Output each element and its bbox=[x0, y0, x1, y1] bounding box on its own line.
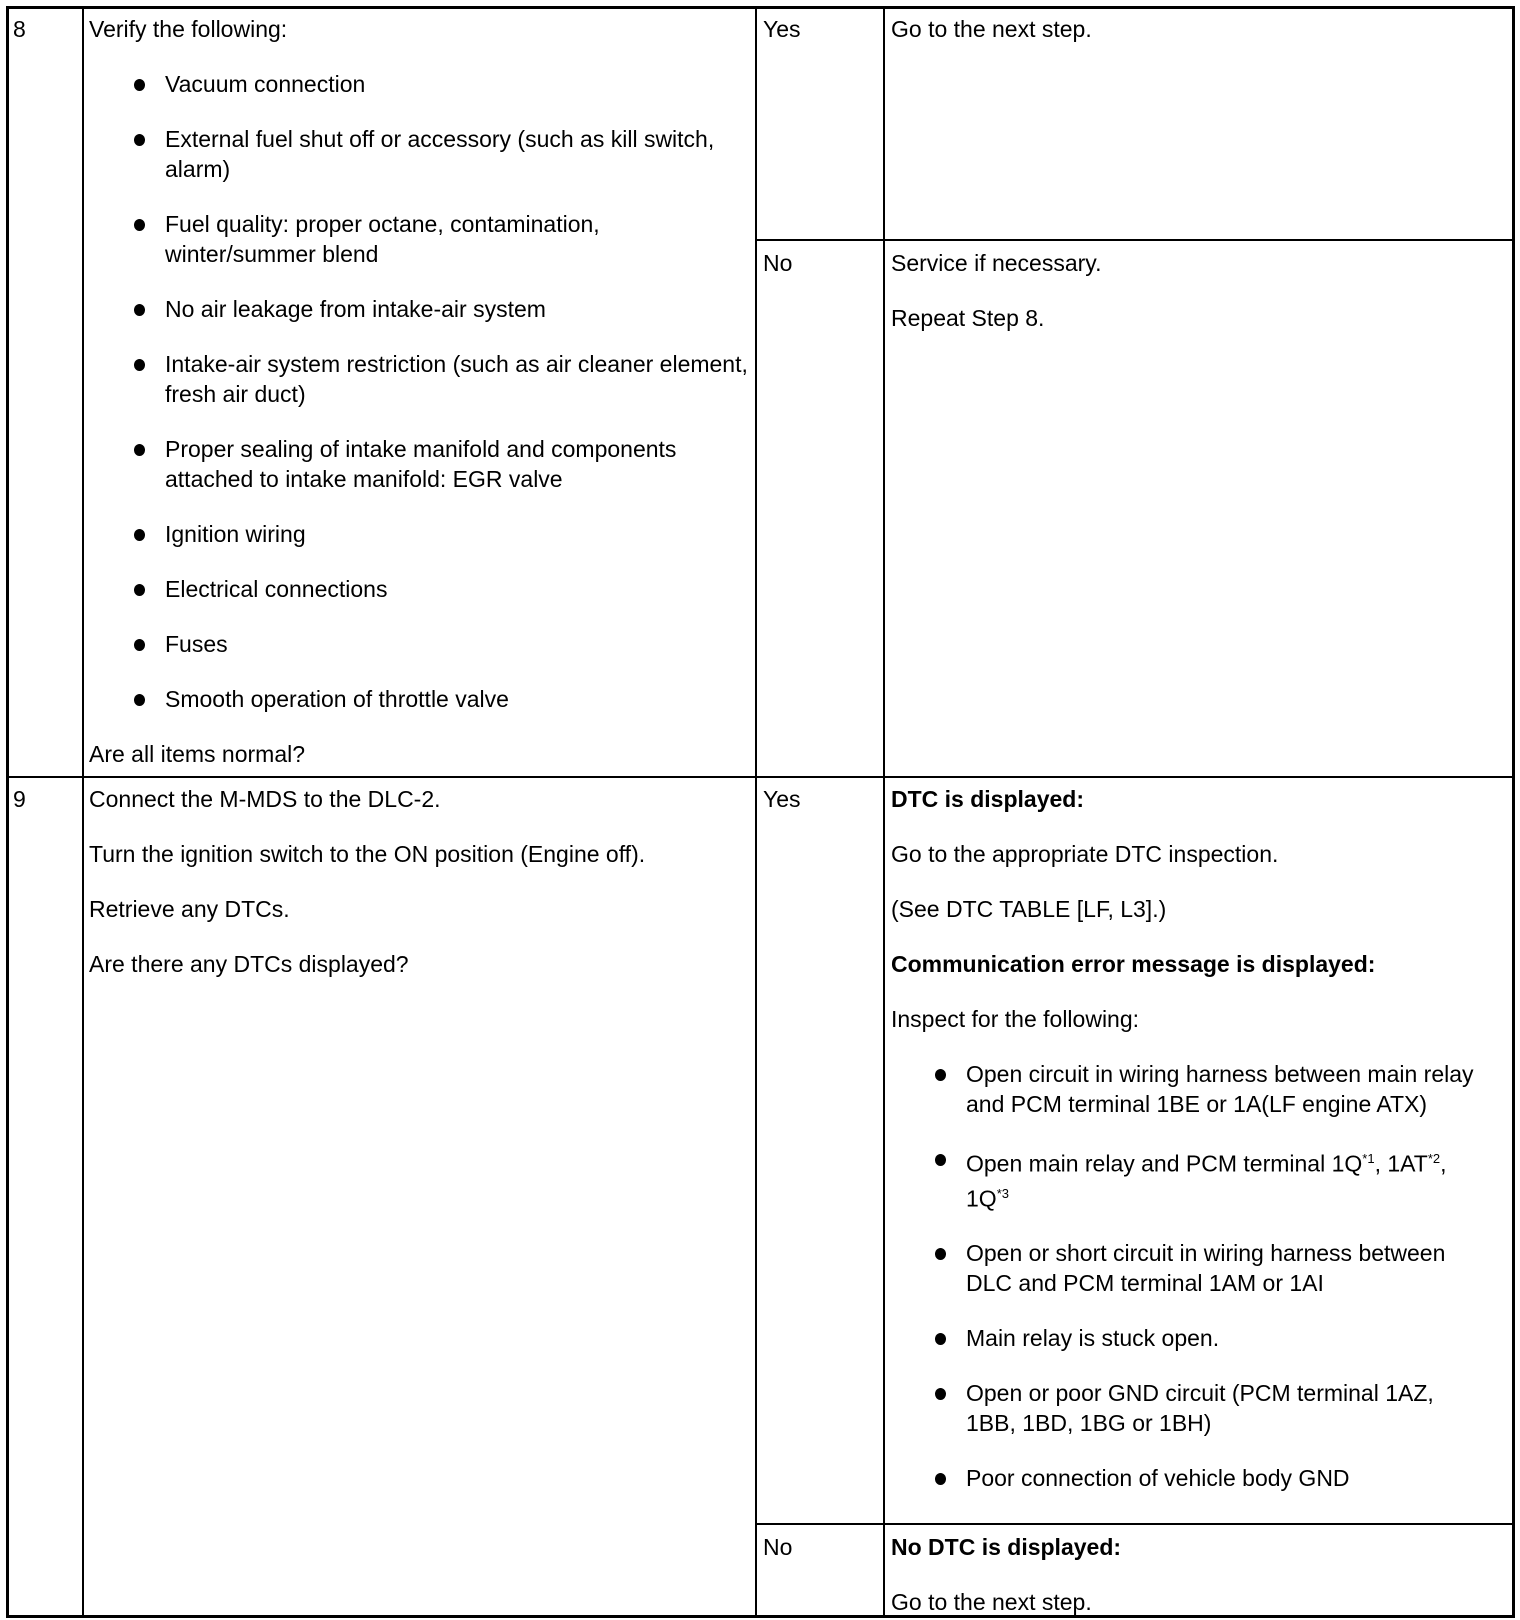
bullet-icon bbox=[134, 304, 145, 316]
no-action: Service if necessary. bbox=[891, 250, 1102, 276]
bullet-icon bbox=[935, 1388, 946, 1400]
list-item bbox=[165, 349, 749, 409]
bullet-icon bbox=[134, 444, 145, 456]
bullet-icon bbox=[935, 1154, 946, 1166]
check-list bbox=[89, 69, 749, 714]
list-item bbox=[165, 519, 749, 549]
border-right bbox=[1512, 6, 1515, 1618]
item-text: Ignition wiring bbox=[165, 521, 306, 547]
text: Go to the appropriate DTC inspection. bbox=[891, 841, 1279, 867]
no-label: No bbox=[763, 250, 793, 276]
yes-no-divider bbox=[755, 1523, 1515, 1525]
heading: No DTC is displayed: bbox=[891, 1534, 1122, 1560]
list-item bbox=[165, 69, 749, 99]
item-text: Smooth operation of throttle valve bbox=[165, 686, 509, 712]
item-text: Electrical connections bbox=[165, 576, 388, 602]
bullet-icon bbox=[935, 1248, 946, 1260]
step-8-procedure bbox=[83, 14, 755, 794]
item-text: Proper sealing of intake manifold and components attached to intake manifold: EGR valve bbox=[165, 436, 677, 492]
footnote-mark: *3 bbox=[996, 1185, 1009, 1201]
list-item bbox=[165, 574, 749, 604]
reference-text: (See DTC TABLE [LF, L3].) bbox=[891, 896, 1167, 922]
border-top bbox=[6, 6, 1515, 9]
action: Retrieve any DTCs. bbox=[89, 896, 290, 922]
bullet-icon bbox=[935, 1473, 946, 1485]
list-item bbox=[966, 1323, 1486, 1353]
bullet-icon bbox=[134, 639, 145, 651]
list-item bbox=[165, 629, 749, 659]
action: Connect the M-MDS to the DLC-2. bbox=[89, 786, 441, 812]
list-item bbox=[966, 1463, 1486, 1493]
text: Go to the next step. bbox=[891, 1589, 1092, 1615]
item-text: Vacuum connection bbox=[165, 71, 366, 97]
bullet-icon bbox=[935, 1333, 946, 1345]
bullet-icon bbox=[134, 134, 145, 146]
step-9-procedure bbox=[83, 784, 755, 1004]
no-label: No bbox=[763, 1534, 793, 1560]
item-text: Intake-air system restriction (such as air cleaner element, fresh air duct) bbox=[165, 351, 748, 407]
item-text: Main relay is stuck open. bbox=[966, 1325, 1220, 1352]
bullet-icon bbox=[134, 359, 145, 371]
question: Are there any DTCs displayed? bbox=[89, 951, 409, 977]
list-item bbox=[165, 684, 749, 714]
bullet-icon bbox=[134, 79, 145, 91]
question: Are all items normal? bbox=[89, 741, 306, 767]
footnote-mark: *2 bbox=[1427, 1151, 1441, 1166]
yes-action: Go to the next step. bbox=[891, 16, 1092, 42]
list-item bbox=[165, 434, 749, 494]
yes-no-divider bbox=[755, 239, 1515, 241]
list-item bbox=[966, 1059, 1486, 1119]
heading: DTC is displayed: bbox=[891, 786, 1084, 812]
item-text: , 1Q bbox=[966, 1150, 1447, 1212]
item-text: External fuel shut off or accessory (such as kill switch, alarm) bbox=[165, 126, 715, 182]
no-actions bbox=[885, 248, 1512, 358]
item-text: No air leakage from intake-air system bbox=[165, 296, 546, 322]
item-text: Open or poor GND circuit (PCM terminal 1AZ, 1BB, 1BD, 1BG or 1BH) bbox=[966, 1380, 1434, 1437]
bullet-icon bbox=[134, 219, 145, 231]
item-text: Poor connection of vehicle body GND bbox=[966, 1465, 1350, 1492]
bullet-icon bbox=[134, 584, 145, 596]
no-result bbox=[885, 1532, 1512, 1620]
yes-label: Yes bbox=[763, 16, 801, 42]
list-item bbox=[165, 124, 749, 184]
footnote-mark: *1 bbox=[1362, 1151, 1375, 1166]
item-text: Open or short circuit in wiring harness between DLC and PCM terminal 1AM or 1AI bbox=[966, 1240, 1446, 1297]
list-item bbox=[165, 294, 749, 324]
bullet-icon bbox=[134, 694, 145, 706]
inspect-list bbox=[891, 1059, 1506, 1493]
item-text: Fuel quality: proper octane, contamination, winter/summer blend bbox=[165, 211, 600, 267]
item-text: Open main relay and PCM terminal 1Q bbox=[966, 1150, 1363, 1177]
bullet-icon bbox=[134, 529, 145, 541]
step-number: 9 bbox=[13, 786, 26, 812]
list-item bbox=[966, 1238, 1486, 1298]
step-number: 8 bbox=[13, 16, 26, 42]
text: Inspect for the following: bbox=[891, 1006, 1140, 1032]
list-item bbox=[165, 209, 749, 269]
action: Turn the ignition switch to the ON position (Engine off). bbox=[89, 841, 646, 867]
heading: Communication error message is displayed: bbox=[891, 951, 1376, 977]
item-text: Open circuit in wiring harness between main relay and PCM terminal 1BE or 1A(LF engine ATX) bbox=[966, 1061, 1474, 1117]
list-item bbox=[966, 1144, 1486, 1213]
yes-result bbox=[885, 784, 1512, 1518]
item-text: Fuses bbox=[165, 631, 228, 657]
bullet-icon bbox=[935, 1069, 946, 1081]
yes-label: Yes bbox=[763, 786, 801, 812]
no-action: Repeat Step 8. bbox=[891, 305, 1045, 331]
intro: Verify the following: bbox=[89, 16, 288, 42]
item-text: , 1AT bbox=[1374, 1150, 1428, 1177]
list-item bbox=[966, 1378, 1486, 1438]
